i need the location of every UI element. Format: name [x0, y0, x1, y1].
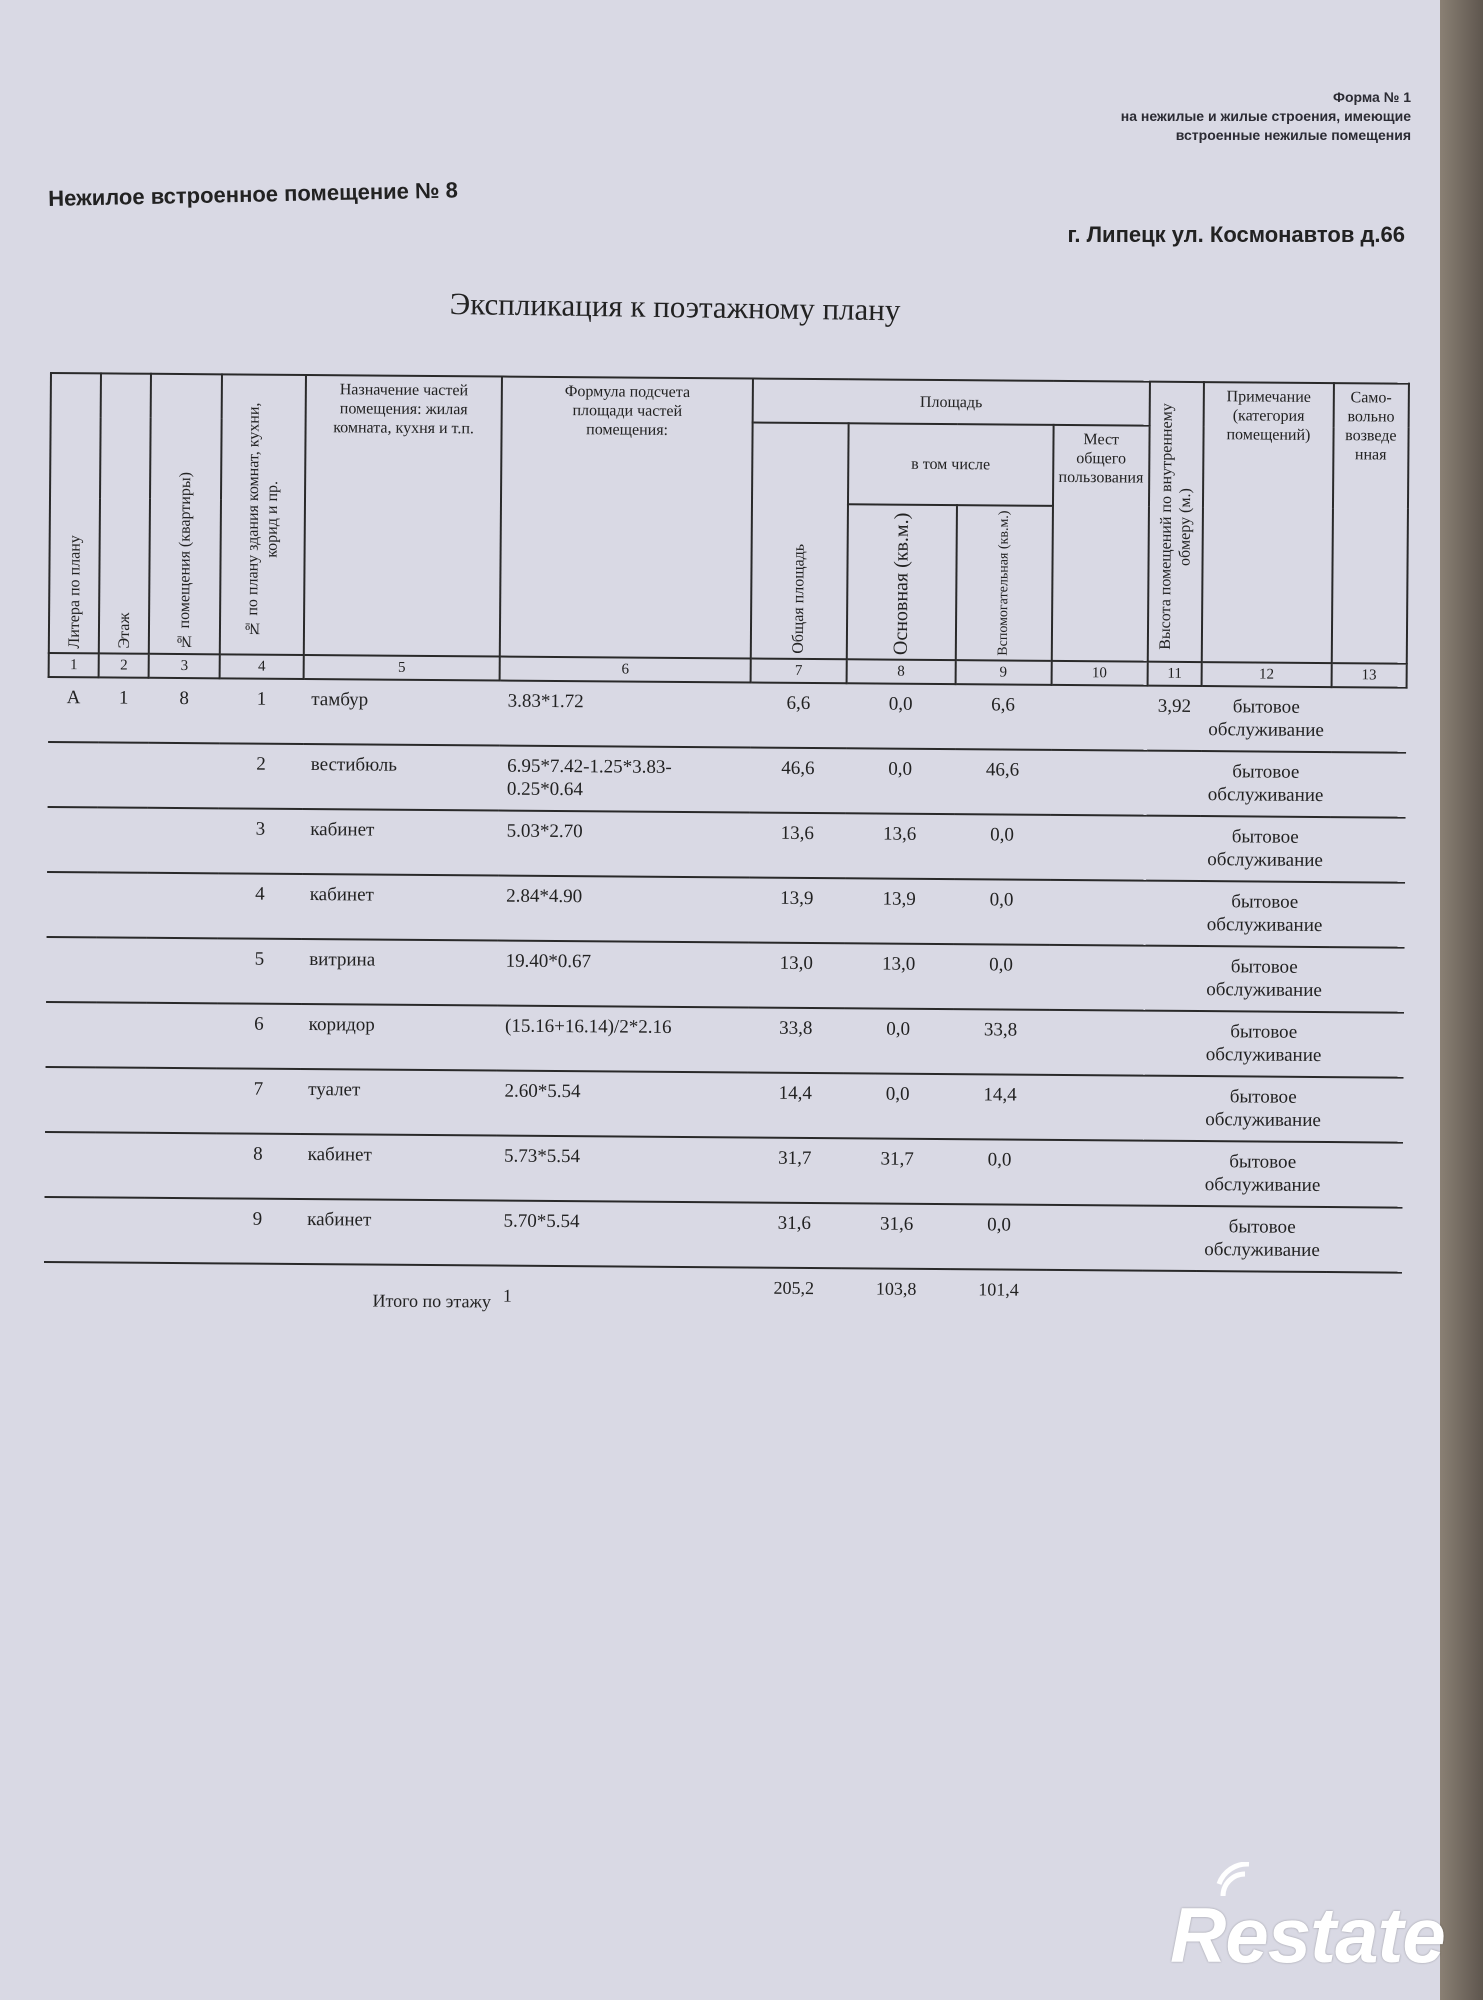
document-title: Экспликация к поэтажному плану — [449, 286, 901, 328]
total-row — [44, 1262, 1402, 1327]
table-row — [48, 677, 1406, 753]
cell-litera — [48, 742, 99, 807]
table-row — [45, 1132, 1403, 1208]
cell-aux: 14,4 — [952, 1074, 1049, 1140]
cell-etazh: 1 — [98, 677, 149, 742]
table-row — [47, 807, 1405, 883]
cell-name: туалет — [300, 1069, 497, 1136]
cell-main: 13,0 — [844, 943, 953, 1009]
table-row — [48, 742, 1406, 818]
header-mest-obshego-text: Мест общего пользования — [1058, 431, 1144, 487]
address: г. Липецк ул. Космонавтов д.66 — [1067, 222, 1405, 247]
cell-pomeshenie — [147, 808, 219, 874]
cell-samovolno — [1328, 1012, 1404, 1078]
cell-total: 33,8 — [747, 1008, 844, 1074]
header-osnovnaya-text: Основная (кв.м.) — [889, 512, 913, 655]
cell-litera — [46, 1002, 97, 1067]
cell-total: 46,6 — [749, 748, 846, 814]
cell-etazh — [96, 1002, 147, 1067]
total-aux: 101,4 — [978, 1279, 1019, 1300]
cell-note: бытовое обслуживание — [1198, 1076, 1328, 1142]
cell-common — [1048, 1010, 1145, 1076]
table-row — [45, 1067, 1403, 1143]
col-num-8: 8 — [847, 659, 956, 684]
cell-vysota — [1143, 1141, 1198, 1206]
header-samovolno-text: Само-вольно возведе нная — [1345, 389, 1397, 464]
cell-name: кабинет — [299, 1199, 496, 1266]
form-note-line1: Форма № 1 — [1333, 89, 1411, 105]
col-num-9: 9 — [955, 660, 1051, 685]
cell-formula: 2.84*4.90 — [498, 876, 749, 943]
form-note-line3: встроенные нежилые помещения — [1175, 127, 1411, 143]
cell-common — [1050, 815, 1147, 881]
cell-litera — [44, 1197, 95, 1262]
cell-aux: 6,6 — [955, 684, 1052, 750]
cell-pomeshenie: 8 — [148, 678, 220, 744]
header-primechanie-text: Примечание (категория помещений) — [1226, 388, 1311, 444]
header-etazh-text: Этаж — [115, 612, 133, 649]
cell-samovolno — [1329, 882, 1405, 948]
col-num-10: 10 — [1051, 661, 1147, 686]
cell-note: бытовое обслуживание — [1199, 946, 1329, 1012]
cell-name: вестибюль — [302, 744, 499, 811]
header-vysota-text: Высота помещений по внутреннему обмеру (м.) — [1156, 403, 1195, 651]
header-pomeshenie — [149, 374, 222, 655]
total-main: 103,8 — [875, 1278, 917, 1299]
cell-aux: 0,0 — [954, 814, 1051, 880]
header-mest-obshego — [1051, 425, 1149, 662]
cell-pomeshenie — [144, 1198, 216, 1264]
cell-litera — [47, 872, 98, 937]
col-num-4: 4 — [220, 654, 304, 679]
col-num-5: 5 — [303, 655, 500, 681]
col-num-1: 1 — [49, 653, 99, 677]
header-ploshad-text: Площадь — [919, 393, 983, 411]
total-sum: 205,2 — [773, 1277, 815, 1299]
cell-name: кабинет — [299, 1134, 496, 1201]
cell-litera — [47, 807, 98, 872]
cell-etazh — [95, 1067, 146, 1132]
cell-aux: 0,0 — [953, 944, 1050, 1010]
header-osnovnaya — [847, 504, 957, 660]
cell-common — [1048, 1075, 1145, 1141]
cell-litera: А — [48, 677, 99, 742]
cell-pomeshenie — [147, 873, 219, 939]
cell-common — [1050, 750, 1147, 816]
cell-vysota — [1145, 881, 1200, 946]
cell-aux: 0,0 — [953, 879, 1050, 945]
cell-main: 0,0 — [846, 748, 955, 814]
form-note — [911, 88, 1411, 145]
header-po-planu-text: № по плану здания комнат, кухни, корид и пр. — [243, 402, 282, 637]
header-po-planu — [220, 374, 306, 655]
table-row — [44, 1197, 1402, 1273]
col-num-7: 7 — [750, 659, 846, 684]
cell-name: тамбур — [303, 679, 500, 746]
cell-main: 31,6 — [842, 1203, 951, 1269]
cell-main: 0,0 — [844, 1008, 953, 1074]
cell-num: 2 — [219, 743, 303, 809]
header-pomeshenie-text: № помещения (квартиры) — [176, 471, 195, 650]
cell-aux: 0,0 — [951, 1204, 1048, 1270]
cell-note: бытовое обслуживание — [1199, 1011, 1329, 1077]
room-title: Нежилое встроенное помещение № 8 — [48, 177, 459, 211]
cell-name: кабинет — [302, 809, 499, 876]
cell-common — [1049, 880, 1146, 946]
cell-litera — [46, 937, 97, 1002]
cell-note: бытовое обслуживание — [1200, 881, 1330, 947]
cell-common — [1049, 945, 1146, 1011]
cell-samovolno — [1331, 687, 1407, 753]
header-primechanie — [1202, 382, 1334, 663]
cell-main: 0,0 — [843, 1073, 952, 1139]
table-row — [47, 872, 1405, 948]
cell-note: бытовое обслуживание — [1201, 751, 1331, 817]
header-litera-text: Литера по плану — [65, 534, 84, 649]
cell-name: коридор — [300, 1004, 497, 1071]
cell-litera — [45, 1132, 96, 1197]
cell-vysota — [1146, 816, 1201, 881]
cell-total: 13,0 — [748, 943, 845, 1009]
cell-formula: 5.73*5.54 — [496, 1136, 747, 1203]
cell-num: 4 — [218, 873, 302, 939]
cell-litera — [45, 1067, 96, 1132]
cell-etazh — [94, 1197, 145, 1262]
header-obshaya — [751, 423, 849, 660]
header-v-tom-chisle-text: в том числе — [911, 455, 991, 474]
col-num-11: 11 — [1147, 662, 1201, 686]
cell-vysota — [1144, 1011, 1199, 1076]
header-obshaya-text: Общая площадь — [790, 543, 809, 654]
cell-num: 3 — [218, 808, 302, 874]
cell-note: бытовое обслуживание — [1201, 686, 1331, 752]
header-formula — [500, 377, 753, 659]
header-naznachenie-text: Назначение частей помещения: жилая комната, кухня и т.п. — [333, 381, 475, 438]
header-vspomogatelnaya — [955, 505, 1052, 661]
header-litera — [49, 373, 101, 653]
cell-note: бытовое обслуживание — [1198, 1141, 1328, 1207]
cell-num: 9 — [215, 1198, 299, 1264]
cell-pomeshenie — [145, 1133, 217, 1199]
col-num-3: 3 — [149, 654, 220, 679]
cell-note: бытовое обслуживание — [1200, 816, 1330, 882]
cell-vysota — [1143, 1206, 1198, 1271]
header-formula-text: Формула подсчета площади частей помещения: — [564, 383, 691, 439]
cell-vysota — [1145, 946, 1200, 1011]
cell-num: 1 — [219, 678, 303, 744]
cell-samovolno — [1328, 1077, 1404, 1143]
total-empty — [1046, 1270, 1402, 1327]
cell-note: бытовое обслуживание — [1197, 1206, 1327, 1272]
cell-pomeshenie — [148, 743, 220, 809]
cell-etazh — [98, 742, 149, 807]
cell-pomeshenie — [145, 1068, 217, 1134]
cell-vysota — [1146, 751, 1201, 816]
cell-total: 6,6 — [750, 683, 847, 749]
cell-aux: 0,0 — [951, 1139, 1048, 1205]
cell-num: 6 — [217, 1003, 301, 1069]
cell-formula: 6.95*7.42-1.25*3.83-0.25*0.64 — [499, 746, 750, 813]
cell-vysota: 3,92 — [1147, 686, 1202, 751]
cell-name: кабинет — [301, 874, 498, 941]
cell-main: 0,0 — [846, 683, 955, 749]
cell-main: 31,7 — [842, 1138, 951, 1204]
cell-common — [1047, 1205, 1144, 1271]
cell-samovolno — [1327, 1207, 1403, 1273]
cell-total: 31,7 — [746, 1137, 843, 1203]
cell-total: 31,6 — [746, 1202, 843, 1268]
cell-samovolno — [1329, 947, 1405, 1013]
watermark-logo: Restate — [1170, 1891, 1445, 1979]
cell-samovolno — [1330, 752, 1406, 818]
total-label: Итого по этажу — [372, 1290, 492, 1312]
col-num-13: 13 — [1331, 663, 1407, 688]
cell-etazh — [97, 872, 148, 937]
cell-formula: 2.60*5.54 — [496, 1071, 747, 1138]
cell-common — [1051, 685, 1148, 751]
col-num-2: 2 — [99, 653, 149, 677]
cell-total: 13,9 — [748, 878, 845, 944]
cell-etazh — [95, 1132, 146, 1197]
header-vysota — [1148, 382, 1205, 662]
col-num-6: 6 — [500, 657, 751, 683]
cell-total: 14,4 — [747, 1072, 844, 1138]
cell-formula: 19.40*0.67 — [497, 941, 748, 1008]
cell-samovolno — [1327, 1142, 1403, 1208]
cell-samovolno — [1330, 817, 1406, 883]
cell-name: витрина — [301, 939, 498, 1006]
cell-total: 13,6 — [749, 813, 846, 879]
cell-pomeshenie — [146, 938, 218, 1004]
background-edge — [1440, 0, 1483, 2000]
header-vspomogatelnaya-text: Вспомогательная (кв.м.) — [995, 510, 1013, 656]
cell-formula: 3.83*1.72 — [499, 681, 750, 748]
cell-etazh — [97, 807, 148, 872]
cell-formula: (15.16+16.14)/2*2.16 — [497, 1006, 748, 1073]
cell-main: 13,9 — [845, 878, 954, 944]
cell-formula: 5.70*5.54 — [495, 1201, 746, 1268]
explication-table — [43, 372, 1410, 1327]
cell-vysota — [1144, 1076, 1199, 1141]
cell-formula: 5.03*2.70 — [498, 811, 749, 878]
cell-aux: 33,8 — [952, 1009, 1049, 1075]
cell-main: 13,6 — [845, 813, 954, 879]
header-naznachenie — [304, 375, 503, 657]
cell-pomeshenie — [146, 1003, 218, 1069]
form-note-line2: на нежилые и жилые строения, имеющие — [1120, 108, 1411, 124]
cell-aux: 46,6 — [954, 749, 1051, 815]
header-ploshad — [753, 379, 1150, 426]
cell-num: 5 — [217, 938, 301, 1004]
cell-etazh — [96, 937, 147, 1002]
header-v-tom-chisle — [848, 423, 1053, 505]
col-num-12: 12 — [1202, 662, 1332, 687]
table-row — [46, 1002, 1404, 1078]
total-floor: 1 — [502, 1285, 513, 1306]
header-etazh — [99, 373, 151, 653]
header-samovolno — [1331, 383, 1409, 664]
table-row — [46, 937, 1404, 1013]
cell-num: 8 — [216, 1133, 300, 1199]
cell-num: 7 — [216, 1068, 300, 1134]
cell-common — [1047, 1140, 1144, 1206]
